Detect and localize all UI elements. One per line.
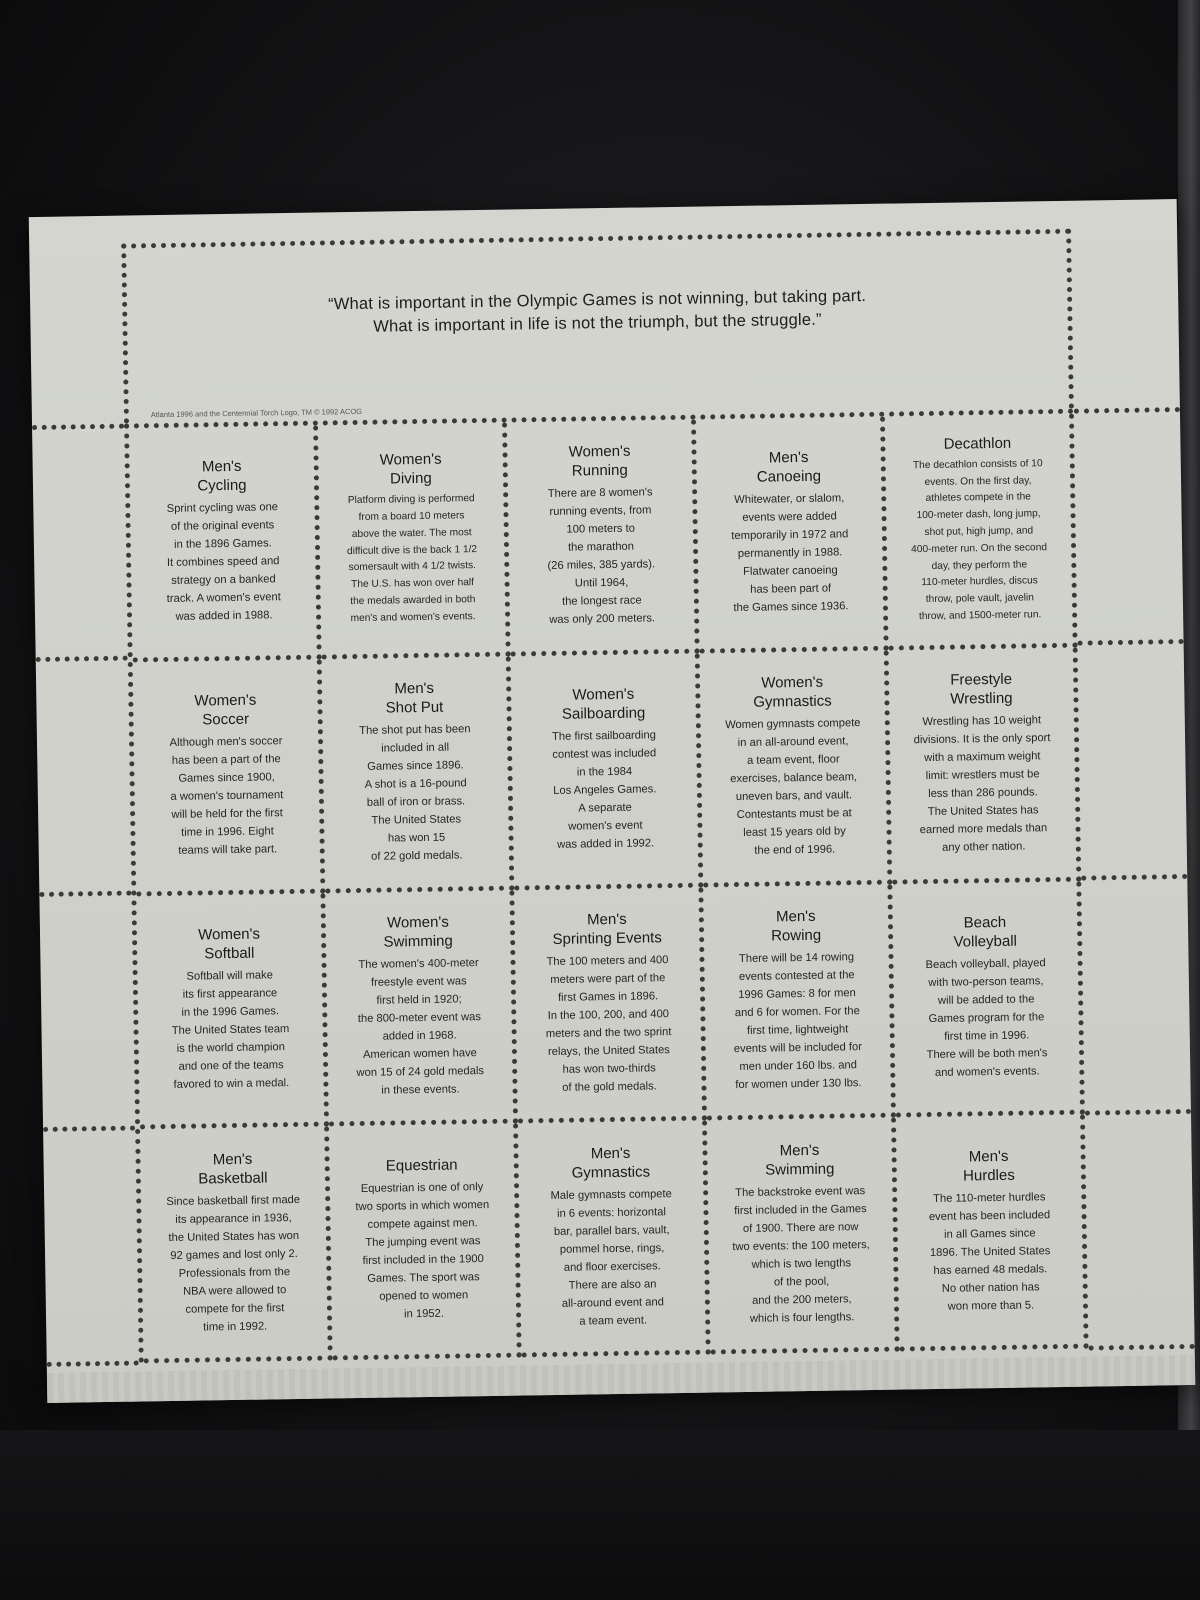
stamp-mens-basketball xyxy=(140,1127,333,1364)
perforation-left xyxy=(36,656,128,662)
perforation-right xyxy=(1074,407,1180,414)
stamp-description: Beach volleyball, played with two-person teams, will be added to the Games program for the first time in 1996. There will be both men's and women's events. xyxy=(925,957,1048,1079)
stamp-title: Women's Diving xyxy=(379,450,442,488)
stamp-womens-softball xyxy=(136,893,329,1130)
stamp-mens-swimming xyxy=(707,1118,900,1355)
stamp-mens-rowing xyxy=(703,884,896,1121)
stamp-title: Equestrian xyxy=(385,1156,458,1175)
stamp-grid xyxy=(124,406,1089,1364)
stamp-description: Softball will make its first appearance in the 1996 Games. The United States team is the world champion and one of the teams favored to win a medal. xyxy=(171,969,290,1091)
stamp-title: Beach Volleyball xyxy=(953,913,1018,951)
stamp-title: Women's Running xyxy=(568,443,631,480)
stamp-decathlon xyxy=(885,414,1078,651)
perforation-right xyxy=(1081,874,1187,881)
stamp-mens-gymnastics xyxy=(518,1121,711,1358)
stamp-description: Wrestling has 10 weight divisions. It is the only sport with a maximum weight limit: wrestlers must be less than 286 pounds. The United States has earned more medals than any other nation. xyxy=(913,714,1051,854)
stamp-womens-gymnastics xyxy=(700,650,893,887)
stamp-description: Platform diving is performed from a board 10 meters above the water. The most difficult dive is the back 1 1/2 somersault with 4 1/2 twists. The U.S. has won over half the medals awarded in both men's and women's events. xyxy=(346,493,478,624)
copyright-notice: Atlanta 1996 and the Centennial Torch Logo, TM © 1992 ACOG xyxy=(150,406,363,420)
stamp-title: Women's Sailboarding xyxy=(561,685,646,723)
stamp-mens-sprinting-events xyxy=(514,887,707,1124)
stamp-description: There will be 14 rowing events contested at the 1996 Games: 8 for men and 6 for women. For the first time, lightweight events will be included for men under 160 lbs. and for women under 130 lbs. xyxy=(733,951,863,1091)
stamp-title: Men's Hurdles xyxy=(962,1147,1015,1185)
stamp-mens-canoeing xyxy=(696,417,889,654)
stamp-description: Whitewater, or slalom, events were added temporarily in 1972 and permanently in 1988. Flatwater canoeing has been part of the Games since 1936. xyxy=(731,492,849,615)
stamp-freestyle-wrestling xyxy=(889,647,1082,884)
stamp-title: Freestyle Wrestling xyxy=(950,670,1013,708)
quote-line-2: What is important in life is not the triumph, but the struggle.” xyxy=(373,310,822,336)
perforation-left xyxy=(32,424,124,430)
stamp-title: Men's Basketball xyxy=(198,1150,268,1188)
stamp-description: Sprint cycling was one of the original events in the 1896 Games. It combines speed and strategy on a banked track. A women's event was added in 1988. xyxy=(166,501,281,624)
stamp-title: Women's Swimming xyxy=(383,913,453,951)
stamp-title: Men's Rowing xyxy=(770,907,822,945)
stamp-description: The shot put has been included in all Games since 1896. A shot is a 16-pound ball of iron or brass. The United States has won 15 of 22 gold medals. xyxy=(359,723,471,863)
quote-panel xyxy=(121,229,1074,424)
stamp-title: Men's Swimming xyxy=(765,1141,835,1179)
stamp-description: The 100 meters and 400 meters were part of the first Games in 1896. In the 100, 200, and 400 meters and the two sprint relays, the United States has won two-thirds of the gold medals. xyxy=(545,954,672,1094)
stamp-womens-soccer xyxy=(133,659,326,896)
stamp-title: Men's Shot Put xyxy=(385,679,444,717)
perforation-left xyxy=(39,891,131,897)
stamp-sheet xyxy=(29,199,1195,1403)
stamp-title: Men's Gymnastics xyxy=(571,1144,651,1182)
dark-surface xyxy=(0,1430,1200,1600)
stamp-womens-swimming xyxy=(325,890,518,1127)
stamp-title: Men's Sprinting Events xyxy=(552,910,662,948)
stamp-description: The first sailboarding contest was included in the 1984 Los Angeles Games. A separate women's event was added in 1992. xyxy=(551,729,657,851)
stamp-beach-volleyball xyxy=(892,881,1085,1118)
stamp-title: Men's Canoeing xyxy=(756,449,822,487)
quote-line-1: “What is important in the Olympic Games is not winning, but taking part. xyxy=(327,286,867,314)
stamp-womens-sailboarding xyxy=(511,653,704,890)
stamp-description: Male gymnasts compete in 6 events: horizontal bar, parallel bars, vault, pommel horse, rings, and floor exercises. There are also an all-around event and a team event. xyxy=(550,1187,672,1328)
stamp-womens-diving xyxy=(318,423,511,660)
stamp-description: Although men's soccer has been a part of the Games since 1900, a women's tournament will be held for the first time in 1996. Eight teams will take part. xyxy=(169,735,284,857)
stamp-description: The 110-meter hurdles event has been included in all Games since 1896. The United States has earned 48 medals. No other nation has won more than 5. xyxy=(928,1190,1051,1313)
stamp-description: Women gymnasts compete in an all-around event, a team event, floor exercises, balance beam, uneven bars, and vault. Contestants must be at least 15 years old by the end of 1996. xyxy=(725,717,861,857)
stamp-mens-shot-put xyxy=(322,656,515,893)
stamp-equestrian xyxy=(329,1124,522,1361)
stamp-description: The women's 400-meter freestyle event was first held in 1920; the 800-meter event was added in 1968. American women have won 15 of 24 gold medals in these events. xyxy=(356,956,485,1097)
stamp-mens-hurdles xyxy=(896,1115,1089,1352)
perforation-right xyxy=(1089,1344,1195,1351)
stamp-womens-running xyxy=(507,420,700,657)
stamp-description: The decathlon consists of 10 events. On the first day, athletes compete in the 100-meter dash, long jump, shot put, high jump, and 400-meter run. On the second day, they perform the 110-meter hurdles, discus throw, pole vault, javelin throw, and 1500-meter run. xyxy=(911,458,1048,623)
stamp-description: Since basketball first made its appearance in 1936, the United States has won 92 games and lost only 2. Professionals from the NBA were allowed to compete for the first time in 1992. xyxy=(166,1193,301,1334)
stamp-title: Women's Gymnastics xyxy=(753,673,832,711)
stamp-description: There are 8 women's running events, from 100 meters to the marathon (26 miles, 385 yards). Until 1964, the longest race was only 200 meters. xyxy=(547,486,656,627)
olympic-quote xyxy=(127,282,1068,343)
stamp-description: The backstroke event was first included in the Games of 1900. There are now two events: the 100 meters, which is two lengths of the pool, and the 200 meters, which is four lengths. xyxy=(732,1184,870,1325)
perforation-right xyxy=(1078,639,1184,646)
stamp-title: Women's Soccer xyxy=(194,691,257,729)
perforation-left xyxy=(47,1361,139,1367)
stamp-title: Men's Cycling xyxy=(197,458,247,495)
stamp-description: Equestrian is one of only two sports in which women compete against men. The jumping event was first included in the 1900 Games. The sport was opened to women in 1952. xyxy=(355,1181,490,1321)
perforation-right xyxy=(1085,1109,1191,1116)
perforation-left xyxy=(43,1126,135,1132)
stamp-title: Decathlon xyxy=(943,434,1012,453)
stamp-mens-cycling xyxy=(129,426,322,663)
stamp-title: Women's Softball xyxy=(198,925,261,963)
